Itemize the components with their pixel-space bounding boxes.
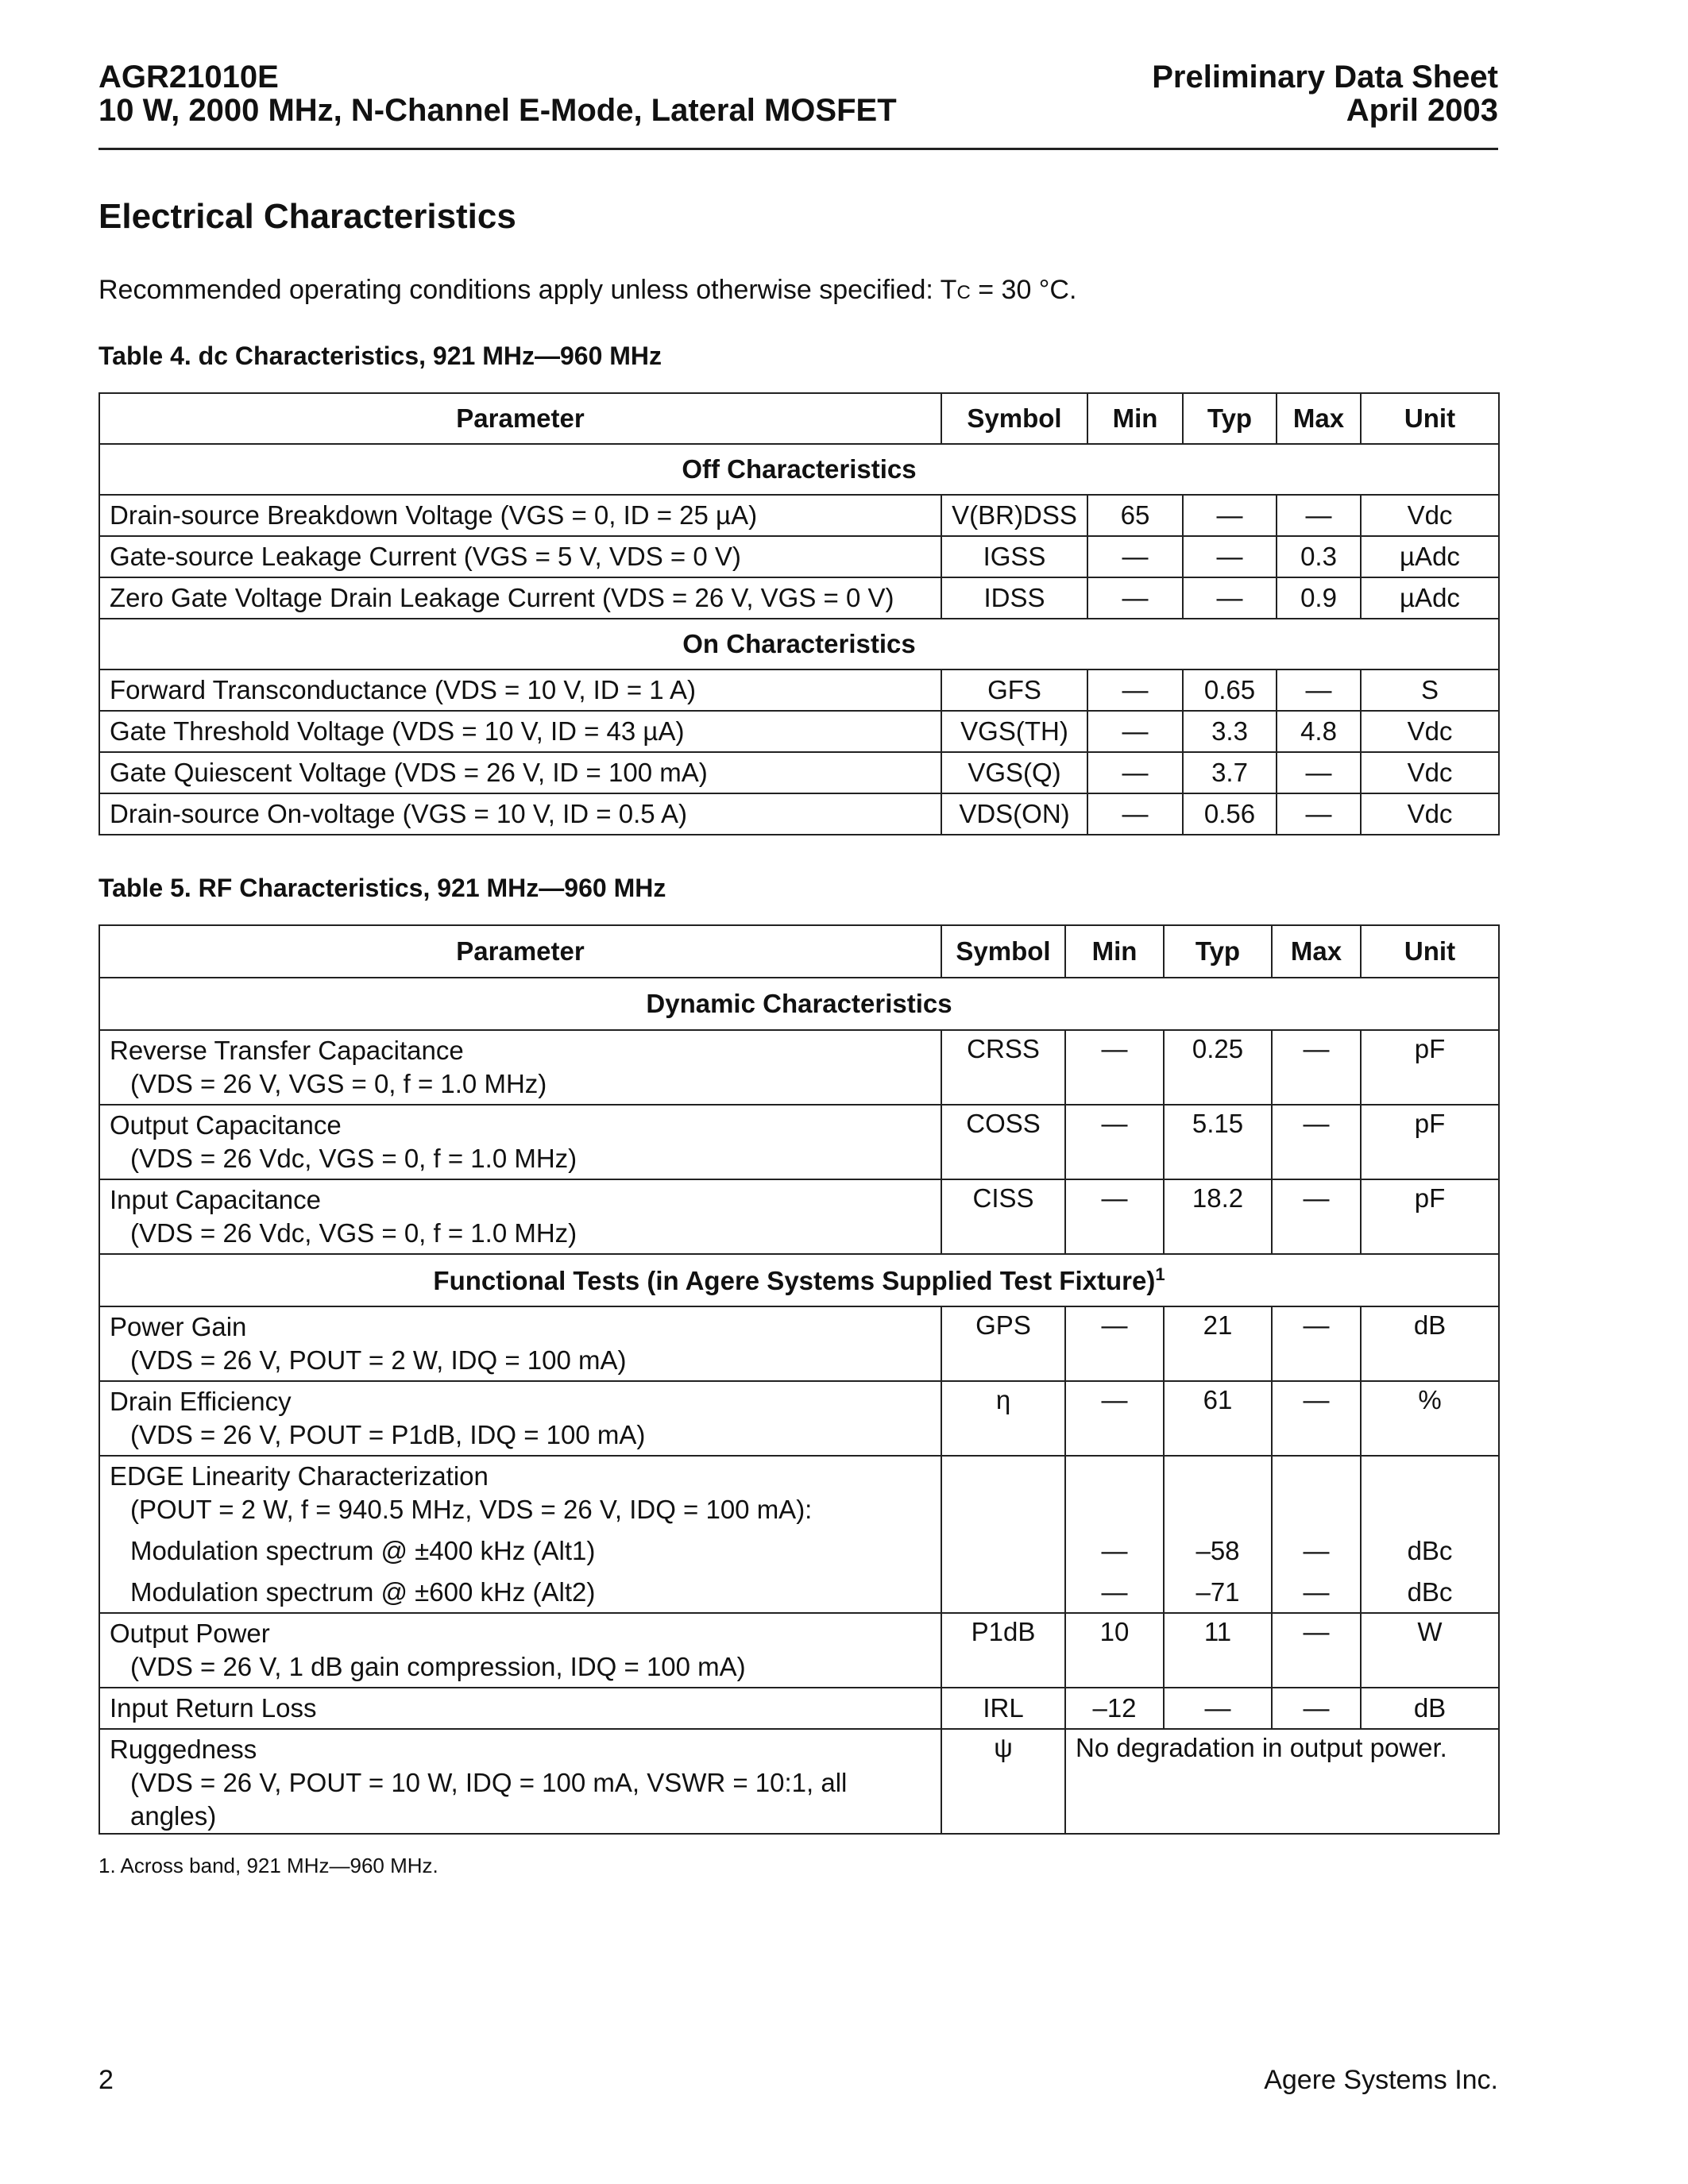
table-row: Ruggedness (VDS = 26 V, POUT = 10 W, IDQ = 100 mA, VSWR = 10:1, all angles) ψ No degradation in output power. [99,1729,1499,1834]
table-row: Input Capacitance (VDS = 26 Vdc, VGS = 0, f = 1.0 MHz) CISS — 18.2 — pF [99,1179,1499,1254]
col-typ: Typ [1183,393,1277,444]
doc-date: April 2003 [1346,93,1498,128]
table-row: Output Power (VDS = 26 V, 1 dB gain compression, IDQ = 100 mA) P1dB 10 11 — W [99,1613,1499,1688]
col-parameter: Parameter [99,925,941,978]
table-row: Power Gain (VDS = 26 V, POUT = 2 W, IDQ = 100 mA) GPS — 21 — dB [99,1306,1499,1381]
table-row: Gate Threshold Voltage (VDS = 10 V, ID = 43 µA) VGS(TH) — 3.3 4.8 Vdc [99,711,1499,752]
device-subtitle: 10 W, 2000 MHz, N-Channel E-Mode, Lateral MOSFET [98,93,897,128]
footnote-mark: 1 [1155,1264,1165,1284]
dc-characteristics-table [98,392,1500,835]
section-dynamic-characteristics: Dynamic Characteristics [99,978,1499,1030]
col-unit: Unit [1361,925,1499,978]
table-row: Input Return Loss IRL –12 — — dB [99,1688,1499,1729]
company-name: Agere Systems Inc. [1264,2065,1498,2095]
section-functional-tests: Functional Tests (in Agere Systems Supplied Test Fixture)$^1$ [99,1254,1499,1306]
table-header-row [99,925,1499,978]
section-on-characteristics: On Characteristics [99,619,1499,669]
table-row: Gate Quiescent Voltage (VDS = 26 V, ID = 100 mA) VGS(Q) — 3.7 — Vdc [99,752,1499,793]
col-parameter: Parameter [99,393,941,444]
table-row: EDGE Linearity Characterization (POUT = 2 W, f = 940.5 MHz, VDS = 26 V, IDQ = 100 mA): Modulation spectrum @ ±400 kHz (Alt1) Modulation spectrum @ ±600 kHz (Alt2) — — –58 –71 — — dBc dBc [99,1456,1499,1613]
col-max: Max [1277,393,1361,444]
intro-text: Recommended operating conditions apply unless otherwise specified: TC = 30 °C. [98,275,1077,305]
page-number: 2 [98,2065,114,2095]
table-row: Drain-source On-voltage (VGS = 10 V, ID = 0.5 A) VDS(ON) — 0.56 — Vdc [99,793,1499,835]
table-row: Forward Transconductance (VDS = 10 V, ID = 1 A) GFS — 0.65 — S [99,669,1499,711]
table-header-row [99,393,1499,444]
col-max: Max [1272,925,1361,978]
table4-caption: Table 4. dc Characteristics, 921 MHz—960 MHz [98,341,662,370]
col-symbol: Symbol [941,393,1087,444]
table-row: Zero Gate Voltage Drain Leakage Current (VDS = 26 V, VGS = 0 V) IDSS — — 0.9 µAdc [99,577,1499,619]
table-row: Drain-source Breakdown Voltage (VGS = 0, ID = 25 µA) V(BR)DSS 65 — — Vdc [99,495,1499,536]
table-row: Gate-source Leakage Current (VGS = 5 V, VDS = 0 V) IGSS — — 0.3 µAdc [99,536,1499,577]
rf-characteristics-table [98,924,1500,1835]
col-min: Min [1087,393,1183,444]
part-number: AGR21010E [98,60,279,95]
ruggedness-note: No degradation in output power. [1065,1729,1499,1834]
table5-caption: Table 5. RF Characteristics, 921 MHz—960 MHz [98,874,666,902]
table-row: Drain Efficiency (VDS = 26 V, POUT = P1dB, IDQ = 100 mA) η — 61 — % [99,1381,1499,1456]
col-unit: Unit [1361,393,1499,444]
table-row: Reverse Transfer Capacitance (VDS = 26 V, VGS = 0, f = 1.0 MHz) CRSS — 0.25 — pF [99,1030,1499,1105]
col-typ: Typ [1164,925,1272,978]
header-right [1152,60,1498,127]
section-off-characteristics: Off Characteristics [99,444,1499,495]
section-title: Electrical Characteristics [98,197,516,236]
header-left [98,60,897,127]
table-row: Output Capacitance (VDS = 26 Vdc, VGS = 0, f = 1.0 MHz) COSS — 5.15 — pF [99,1105,1499,1179]
col-symbol: Symbol [941,925,1065,978]
page-header [98,60,1498,150]
col-min: Min [1065,925,1164,978]
doc-type: Preliminary Data Sheet [1152,60,1498,95]
table-footnote: 1. Across band, 921 MHz—960 MHz. [98,1854,438,1877]
